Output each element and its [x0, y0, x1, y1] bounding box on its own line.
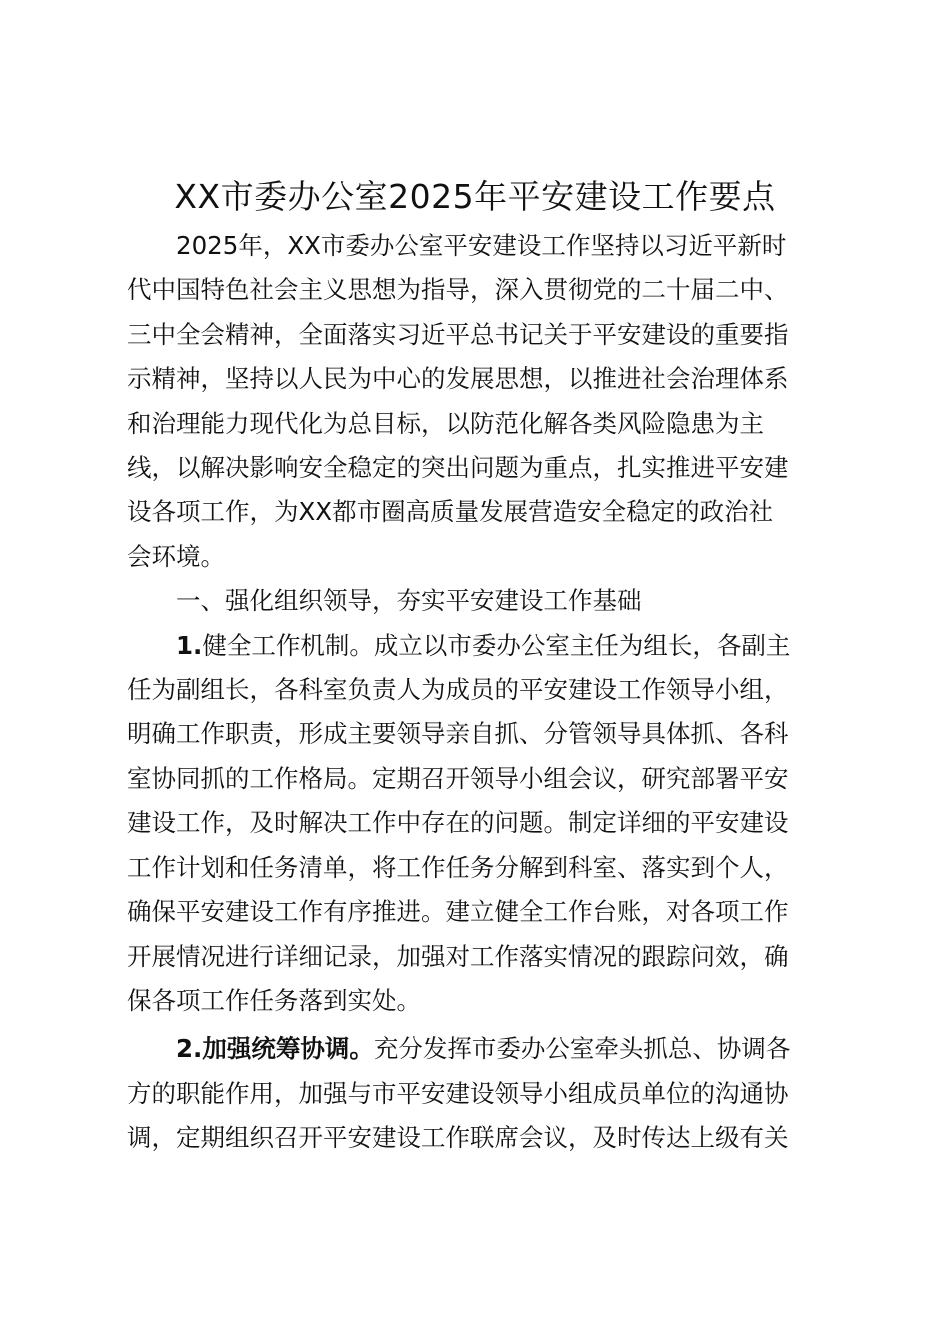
intro-paragraph — [127, 224, 823, 579]
item-2-line: 调，定期组织召开平安建设工作联席会议，及时传达上级有关 — [127, 1123, 789, 1153]
item-1-line: 工作计划和任务清单，将工作任务分解到科室、落实到个人， — [127, 852, 789, 882]
item-1-text: 健全工作机制。成立以市委办公室主任为组长，各副主 — [202, 630, 791, 660]
item-1-line: 保各项工作任务落到实处。 — [127, 985, 421, 1015]
item-1-first-line — [127, 624, 823, 668]
document-body — [127, 224, 823, 1161]
item-2-paragraph — [127, 1027, 823, 1160]
item-2-first-line — [127, 1027, 823, 1071]
intro-line: 会环境。 — [127, 541, 225, 571]
item-1-line: 开展情况进行详细记录，加强对工作落实情况的跟踪问效，确 — [127, 941, 789, 971]
intro-line: 线，以解决影响安全稳定的突出问题为重点，扎实推进平安建 — [127, 453, 789, 483]
item-1-paragraph — [127, 624, 823, 1024]
item-1-line: 建设工作，及时解决工作中存在的问题。制定详细的平安建设 — [127, 808, 789, 838]
item-1-line: 室协同抓的工作格局。定期召开领导小组会议，研究部署平安 — [127, 763, 789, 793]
item-number: 2. — [176, 1034, 203, 1064]
item-2-heading: 加强统筹协调。 — [202, 1034, 374, 1064]
intro-line: 三中全会精神，全面落实习近平总书记关于平安建设的重要指 — [127, 319, 789, 349]
intro-line: 代中国特色社会主义思想为指导，深入贯彻党的二十届二中、 — [127, 275, 789, 305]
item-1-line: 确保平安建设工作有序推进。建立健全工作台账，对各项工作 — [127, 897, 789, 927]
item-1-line: 明确工作职责，形成主要领导亲自抓、分管领导具体抓、各科 — [127, 719, 789, 749]
item-2-line: 方的职能作用，加强与市平安建设领导小组成员单位的沟通协 — [127, 1078, 789, 1108]
intro-line: 2025年，XX市委办公室平安建设工作坚持以习近平新时 — [176, 231, 787, 260]
intro-line: 和治理能力现代化为总目标，以防范化解各类风险隐患为主 — [127, 408, 764, 438]
item-1-line: 任为副组长，各科室负责人为成员的平安建设工作领导小组， — [127, 675, 789, 705]
item-number: 1. — [176, 630, 203, 660]
intro-line: 示精神，坚持以人民为中心的发展思想，以推进社会治理体系 — [127, 364, 789, 394]
section-heading: 一、强化组织领导，夯实平安建设工作基础 — [176, 586, 642, 616]
document-title: XX市委办公室2025年平安建设工作要点 — [174, 177, 776, 216]
intro-line: 设各项工作，为XX都市圈高质量发展营造安全稳定的政治社 — [127, 497, 774, 527]
item-2-text: 充分发挥市委办公室牵头抓总、协调各 — [373, 1034, 791, 1064]
